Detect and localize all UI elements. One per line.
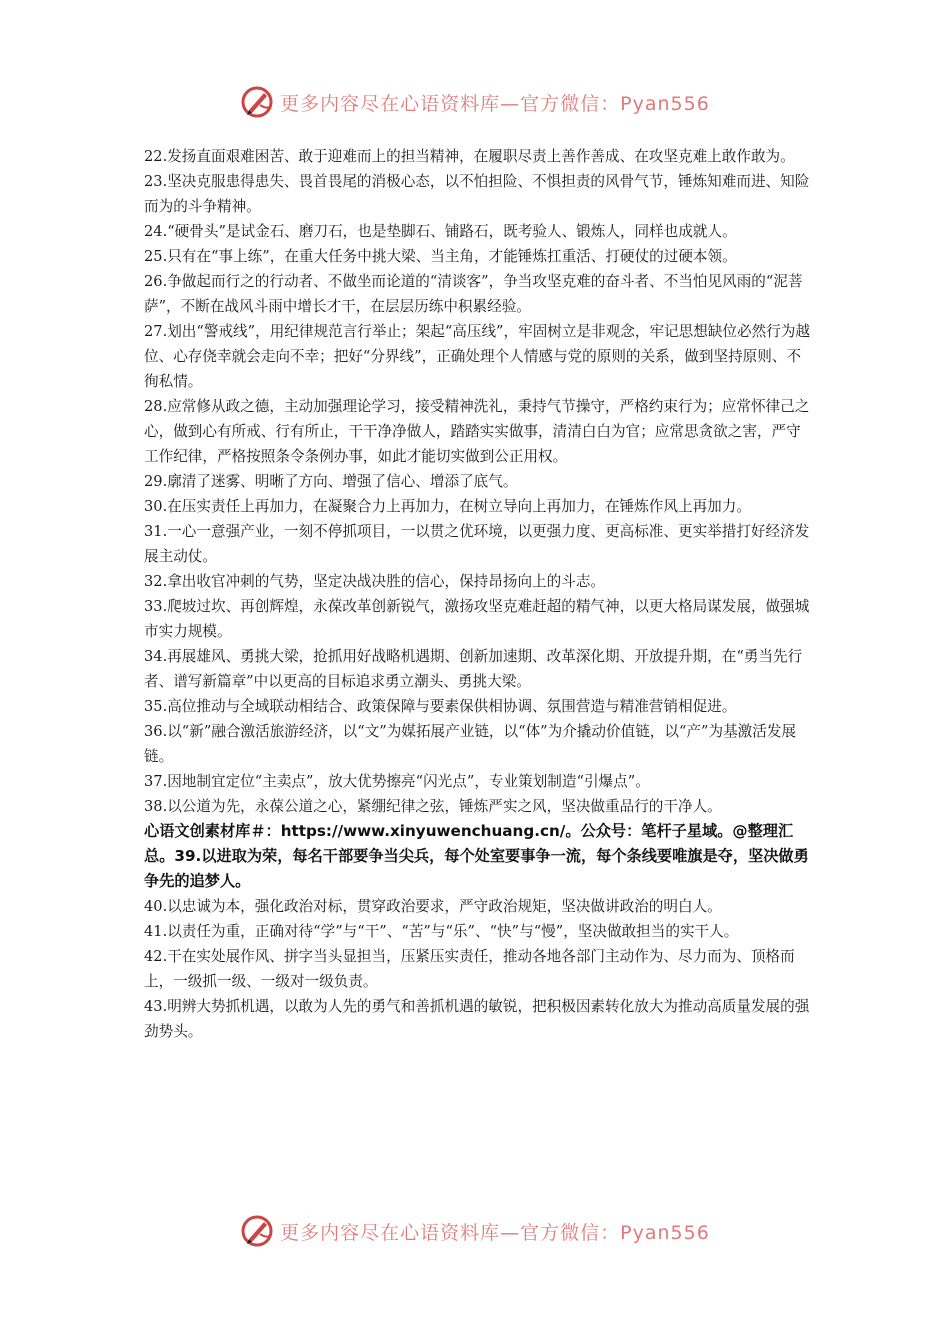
numbered-paragraph: 28.应常修从政之德，主动加强理论学习，接受精神洗礼，秉持气节操守，严格约束行为；应常怀律己之心，做到心有所戒、行有所止，干干净净做人，踏踏实实做事，清清白白为官；应常思贪欲之害，严守工作纪律，严格按照条令条例办事，如此才能切实做到公正用权。 bbox=[144, 398, 810, 465]
header-banner bbox=[0, 80, 950, 124]
numbered-paragraph: 26.争做起而行之的行动者、不做坐而论道的“清谈客”，争当攻坚克难的奋斗者、不当怕见风雨的“泥菩萨”，不断在战风斗雨中增长才干，在层层历练中积累经验。 bbox=[144, 273, 803, 315]
numbered-paragraph: 27.划出“警戒线”，用纪律规范言行举止；架起“高压线”，牢固树立是非观念，牢记思想缺位必然行为越位、心存侥幸就会走向不幸；把好“分界线”，正确处理个人情感与党的原则的关系，做到坚持原则、不徇私情。 bbox=[144, 323, 810, 390]
numbered-paragraph: 33.爬坡过坎、再创辉煌，永葆改革创新锐气，激扬攻坚克难赶超的精气神，以更大格局谋发展，做强城市实力规模。 bbox=[144, 598, 810, 640]
numbered-paragraph: 24.“硬骨头”是试金石、磨刀石，也是垫脚石、铺路石，既考验人、锻炼人，同样也成就人。 bbox=[144, 223, 737, 240]
footer-banner-text: 更多内容尽在心语资料库—官方微信：Pyan556 bbox=[280, 1221, 710, 1244]
numbered-paragraph: 38.以公道为先，永葆公道之心，紧绷纪律之弦，锤炼严实之风，坚决做重品行的干净人。 bbox=[144, 798, 722, 815]
numbered-paragraph: 40.以忠诚为本，强化政治对标，贯穿政治要求，严守政治规矩，坚决做讲政治的明白人。 bbox=[144, 898, 722, 915]
numbered-paragraph: 43.明辨大势抓机遇，以敢为人先的勇气和善抓机遇的敏锐，把积极因素转化放大为推动高质量发展的强劲势头。 bbox=[144, 998, 810, 1040]
numbered-paragraph: 31.一心一意强产业，一刻不停抓项目，一以贯之优环境，以更强力度、更高标准、更实举措打好经济发展主动仗。 bbox=[144, 523, 810, 565]
numbered-paragraph: 29.廓清了迷雾、明晰了方向、增强了信心、增添了底气。 bbox=[144, 473, 518, 490]
numbered-paragraph: 42.干在实处展作风、拼字当头显担当，压紧压实责任，推动各地各部门主动作为、尽力而为、顶格而上，一级抓一级、一级对一级负责。 bbox=[144, 948, 795, 990]
promo-paragraph: 心语文创素材库＃：https://www.xinyuwenchuang.cn/。公众号：笔杆子星域。@整理汇总。39.以进取为荣，每名干部要争当尖兵，每个处室要事争一流，每个条线要唯旗是夺，坚决做勇争先的追梦人。 bbox=[144, 822, 809, 890]
numbered-paragraph: 34.再展雄风、勇挑大梁，抢抓用好战略机遇期、创新加速期、改革深化期、开放提升期，在“勇当先行者、谱写新篇章”中以更高的目标追求勇立潮头、勇挑大梁。 bbox=[144, 648, 803, 690]
numbered-paragraph: 36.以“新”融合激活旅游经济，以“文”为媒拓展产业链，以“体”为介撬动价值链，以“产”为基激活发展链。 bbox=[144, 723, 797, 765]
pen-circle-logo-icon bbox=[240, 1214, 274, 1248]
numbered-paragraph: 35.高位推动与全域联动相结合、政策保障与要素保供相协调、氛围营造与精准营销相促进。 bbox=[144, 698, 737, 715]
numbered-paragraph: 23.坚决克服患得患失、畏首畏尾的消极心态，以不怕担险、不惧担责的风骨气节，锤炼知难而进、知险而为的斗争精神。 bbox=[144, 173, 810, 215]
document-body bbox=[144, 144, 810, 1044]
numbered-paragraph: 22.发扬直面艰难困苦、敢于迎难而上的担当精神，在履职尽责上善作善成、在攻坚克难上敢作敢为。 bbox=[144, 148, 795, 165]
numbered-paragraph: 25.只有在“事上练”，在重大任务中挑大梁、当主角，才能锤炼扛重活、打硬仗的过硬本领。 bbox=[144, 248, 737, 265]
header-banner-text: 更多内容尽在心语资料库—官方微信：Pyan556 bbox=[280, 92, 710, 115]
numbered-paragraph: 30.在压实责任上再加力，在凝聚合力上再加力，在树立导向上再加力，在锤炼作风上再加力。 bbox=[144, 498, 751, 515]
numbered-paragraph: 37.因地制宜定位“主卖点”，放大优势擦亮“闪光点”，专业策划制造“引爆点”。 bbox=[144, 773, 650, 790]
numbered-paragraph: 41.以责任为重，正确对待“学”与“干”、“苦”与“乐”、“快”与“慢”，坚决做敢担当的实干人。 bbox=[144, 923, 739, 940]
footer-banner bbox=[0, 1209, 950, 1253]
numbered-paragraph: 32.拿出收官冲刺的气势，坚定决战决胜的信心，保持昂扬向上的斗志。 bbox=[144, 573, 606, 590]
pen-circle-logo-icon bbox=[240, 85, 274, 119]
